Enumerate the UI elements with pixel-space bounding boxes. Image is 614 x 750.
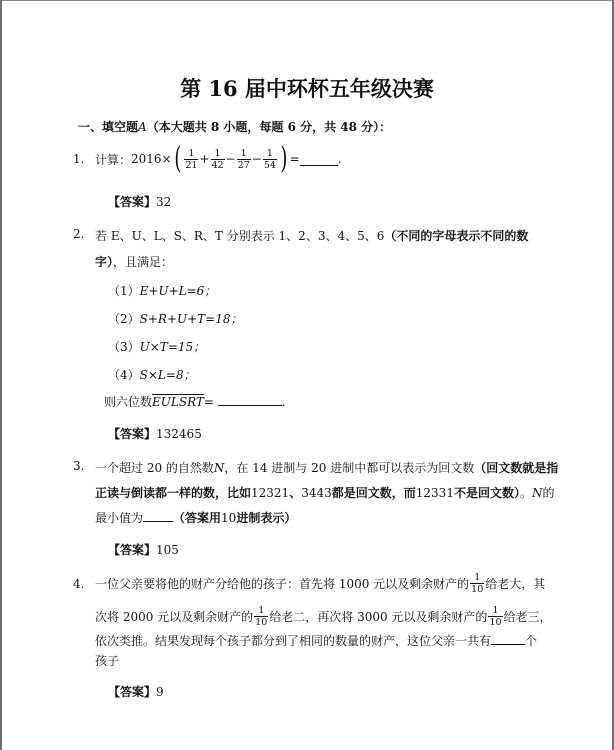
q2-cond-1: （1）E+U+L=6； (108, 284, 217, 298)
q4-line-1: 一位父亲要将他的财产分给他的孩子：首先将 1000 元以及剩余财产的 $\frac{1}{10}$ 给老大，其 (95, 571, 546, 595)
q1-op-2: − (225, 152, 236, 166)
q3-answer-label: 【答案】 (108, 543, 157, 557)
q2-number: 2. (73, 227, 85, 241)
q3-line-1: 一个超过 20 的自然数N，在 14 进制与 20 进制中都可以表示为回文数（回文数就是指 (95, 461, 559, 475)
q4-answer-value: 9 (156, 685, 164, 699)
q1-op-1: + (199, 152, 210, 166)
q1-frac-2: $\frac{1}{42}$ (211, 147, 224, 171)
q1-number: 1. (73, 152, 85, 166)
q3-answer (108, 541, 179, 558)
q4-answer (108, 683, 164, 700)
q1-answer (108, 193, 171, 210)
q3-answer-blank (143, 509, 173, 522)
q2-six-var: EULSRT (152, 395, 204, 409)
q1-coef: 2016 (131, 152, 162, 166)
q2-answer-blank (218, 393, 282, 406)
q2-answer-value: 132465 (156, 427, 202, 441)
q3-answer-value: 105 (156, 543, 179, 557)
q3-line-3: 最小值为 （答案用10进制表示） (95, 511, 297, 525)
q2-six-digit: 则六位数EULSRT= . (104, 395, 286, 409)
section-rest-text: （本大题共 8 小题，每题 6 分，共 48 分）： (146, 120, 392, 134)
q2-answer-label: 【答案】 (108, 427, 157, 441)
q3-line-2: 正读与倒读都一样的数，比如12321、3443都是回文数，而12331不是回文数）。N的 (95, 486, 555, 500)
q1-right-paren: ) (280, 141, 288, 176)
q1-op-3: − (251, 152, 262, 166)
page-top-edge (0, 0, 614, 1)
q4-answer-blank (491, 632, 525, 645)
q1-times: × (161, 152, 172, 166)
section-heading (78, 118, 391, 135)
q2-line-2: 字），且满足： (95, 255, 174, 269)
q4-line-2: 次将 2000 元以及剩余财产的 $\frac{1}{10}$ 给老二，再次将 3000 元以及剩余财产的 $\frac{1}{10}$ 给老三， (95, 604, 552, 628)
q1-answer-blank (300, 153, 338, 166)
q4-frac-1: $\frac{1}{10}$ (471, 571, 484, 595)
q1-equals: = (289, 152, 300, 166)
q2-cond-3: （3）U×T=15； (108, 340, 206, 354)
q4-answer-label: 【答案】 (108, 685, 157, 699)
q1-left-paren: ( (173, 141, 181, 176)
q1-period: . (337, 152, 342, 166)
q2-cond-2: （2）S+R+U+T=18； (108, 312, 243, 326)
q2-cond-4: （4）S×L=8； (108, 368, 196, 382)
q1-expression (95, 139, 342, 179)
q1-frac-3: $\frac{1}{27}$ (237, 147, 250, 171)
q2-line-1: 若 E、U、L、S、R、T 分别表示 1、2、3、4、5、6（不同的字母表示不同的数 (95, 229, 529, 243)
q1-answer-label: 【答案】 (108, 195, 157, 209)
q1-frac-4: $\frac{1}{54}$ (263, 147, 276, 171)
q4-line-4: 孩子 (95, 654, 120, 668)
q4-frac-3: $\frac{1}{10}$ (489, 604, 502, 628)
q1-frac-1: $\frac{1}{21}$ (185, 147, 198, 171)
section-letter: A (138, 120, 147, 134)
q4-frac-2: $\frac{1}{10}$ (255, 604, 268, 628)
page-title: 第 16 届中环杯五年级决赛 (180, 76, 434, 101)
q3-number: 3. (73, 459, 85, 473)
q4-number: 4. (73, 577, 85, 591)
q2-answer (108, 425, 202, 442)
page-left-edge (0, 0, 2, 750)
q1-answer-value: 32 (156, 195, 172, 209)
q1-prefix: 计算： (95, 152, 132, 167)
section-head-text: 一、填空题 (78, 120, 139, 134)
q4-line-3: 依次类推。结果发现每个孩子都分到了相同的数量的财产，这位父亲一共有 个 (95, 634, 538, 648)
